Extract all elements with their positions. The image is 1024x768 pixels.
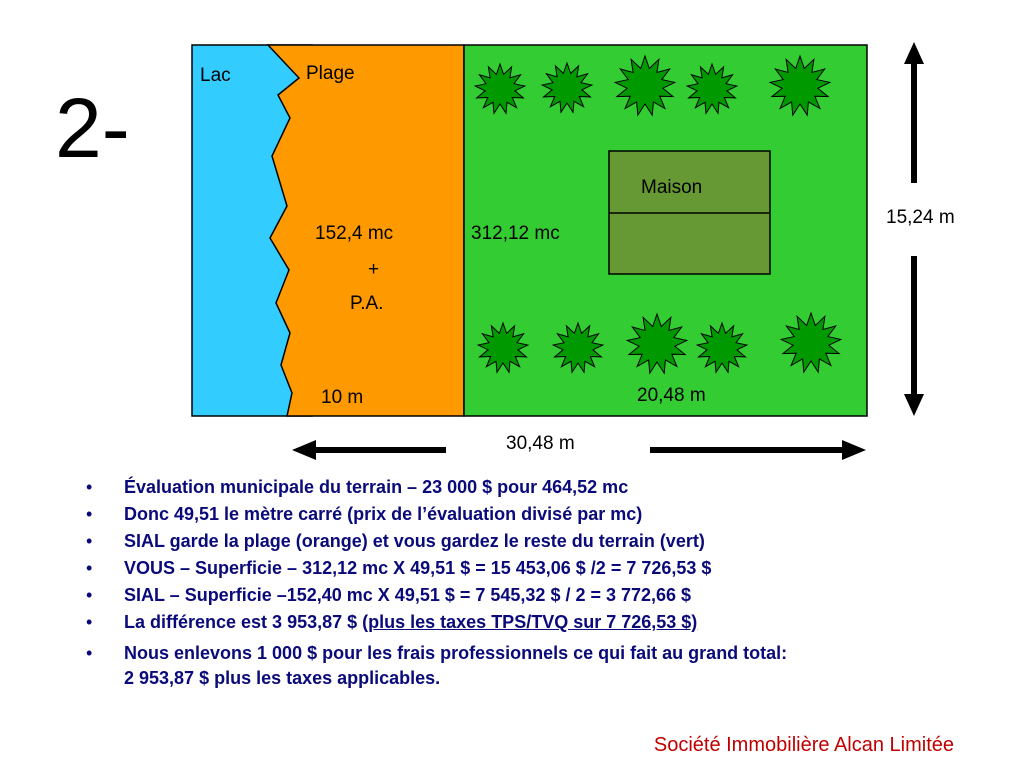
- maison-label: Maison: [641, 177, 703, 198]
- bullet-item: [86, 582, 986, 609]
- bullet-text-underlined: plus les taxes TPS/TVQ sur 7 726,53 $): [368, 612, 698, 632]
- bullet-item: [86, 528, 986, 555]
- company-name: Société Immobilière Alcan Limitée: [653, 734, 954, 756]
- bullet-text: La différence est 3 953,87 $ (: [124, 612, 369, 632]
- lac-label: Lac: [200, 65, 231, 86]
- plage-width-label: 10 m: [321, 387, 364, 408]
- plus-sign: +: [368, 259, 380, 280]
- width-arrow-head-right: [842, 440, 866, 460]
- slide-number: 2-: [55, 81, 130, 175]
- total-width-label: 30,48 m: [506, 433, 575, 454]
- bullet-item: [86, 555, 986, 582]
- bullet-item: [86, 501, 986, 528]
- bullet-text-line2: 2 953,87 $ plus les taxes applicables.: [124, 668, 441, 688]
- green-area-label: 312,12 mc: [471, 223, 560, 244]
- pa-label: P.A.: [350, 293, 384, 314]
- height-arrow-head-top: [904, 42, 924, 64]
- bullet-text: SIAL – Superficie –152,40 mc X 49,51 $ = 7 545,32 $ / 2 = 3 772,66 $: [124, 585, 692, 605]
- bullet-item: [86, 609, 986, 636]
- plage-label: Plage: [306, 63, 355, 84]
- bullet-text: SIAL garde la plage (orange) et vous gardez le reste du terrain (vert): [124, 531, 705, 551]
- plage-area-label: 152,4 mc: [315, 223, 394, 244]
- height-arrow-head-bottom: [904, 394, 924, 416]
- width-arrow-head-left: [292, 440, 316, 460]
- bullet-text: VOUS – Superficie – 312,12 mc X 49,51 $ = 15 453,06 $ /2 = 7 726,53 $: [124, 558, 712, 578]
- height-label: 15,24 m: [886, 207, 955, 228]
- bullet-text: Donc 49,51 le mètre carré (prix de l’évaluation divisé par mc): [124, 504, 643, 524]
- bullet-text-line1: Nous enlevons 1 000 $ pour les frais professionnels ce qui fait au grand total:: [124, 643, 788, 663]
- green-width-label: 20,48 m: [637, 385, 706, 406]
- bullet-item: [86, 474, 986, 501]
- bullet-item: [86, 641, 986, 691]
- bullet-list: [86, 474, 986, 691]
- bullet-text: Évaluation municipale du terrain – 23 000 $ pour 464,52 mc: [124, 477, 629, 497]
